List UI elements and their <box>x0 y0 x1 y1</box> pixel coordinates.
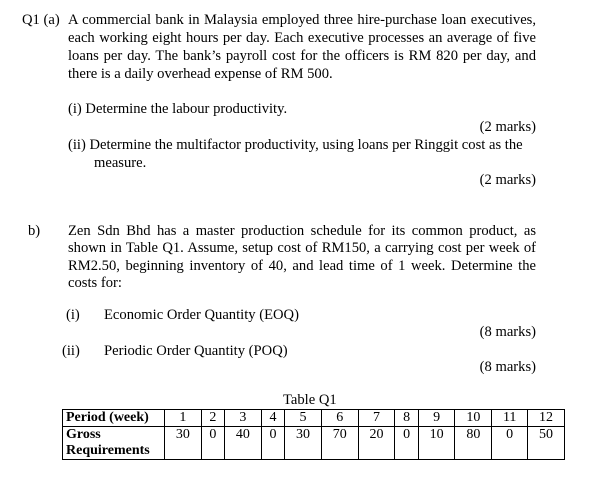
gross-cell: 0 <box>201 427 224 460</box>
period-cell: 7 <box>358 410 395 427</box>
period-cell: 4 <box>261 410 284 427</box>
gross-cell: 30 <box>165 427 202 460</box>
gross-cell: 20 <box>358 427 395 460</box>
period-cell: 2 <box>201 410 224 427</box>
marks-label: (2 marks) <box>479 119 536 135</box>
table-row <box>63 427 565 460</box>
q1b-part-i-text: Economic Order Quantity (EOQ) <box>104 307 299 323</box>
gross-cell: 50 <box>528 427 565 460</box>
q1a-text-line: A commercial bank in Malaysia employed three hire-purchase loan executives, <box>68 12 536 28</box>
row-header-period: Period (week) <box>63 410 165 427</box>
q1b-part-i-number: (i) <box>66 307 80 323</box>
period-cell: 6 <box>321 410 358 427</box>
period-cell: 5 <box>285 410 322 427</box>
q1b-text-line: RM2.50, beginning inventory of 40, and lead time of 1 week. Determine the <box>68 258 536 274</box>
gross-cell: 0 <box>395 427 418 460</box>
period-cell: 1 <box>165 410 202 427</box>
row-header-gross-line2: Requirements <box>66 443 150 458</box>
gross-cell: 40 <box>225 427 262 460</box>
row-header-gross <box>63 427 165 460</box>
period-cell: 10 <box>455 410 492 427</box>
table-caption: Table Q1 <box>283 392 337 408</box>
q1a-part-ii: (ii) Determine the multifactor productivity, using loans per Ringgit cost as the <box>68 137 523 153</box>
period-cell: 12 <box>528 410 565 427</box>
gross-cell: 30 <box>285 427 322 460</box>
marks-label: (2 marks) <box>479 172 536 188</box>
mps-table <box>62 409 565 460</box>
q1a-text-line: loans per day. The bank’s payroll cost for the officers is RM 820 per day, and <box>68 48 536 64</box>
table-row <box>63 410 565 427</box>
gross-cell: 70 <box>321 427 358 460</box>
marks-label: (8 marks) <box>479 324 536 340</box>
period-cell: 3 <box>225 410 262 427</box>
gross-cell: 0 <box>492 427 528 460</box>
question-label-b: b) <box>28 223 41 239</box>
period-cell: 8 <box>395 410 418 427</box>
row-header-gross-line1: Gross <box>66 427 101 442</box>
q1b-text-line: Zen Sdn Bhd has a master production schedule for its common product, as <box>68 223 536 239</box>
q1a-text-line: there is a daily overhead expense of RM 500. <box>68 66 333 82</box>
marks-label: (8 marks) <box>479 359 536 375</box>
q1b-part-ii-text: Periodic Order Quantity (POQ) <box>104 343 288 359</box>
gross-cell: 0 <box>261 427 284 460</box>
q1b-part-ii-number: (ii) <box>62 343 80 359</box>
q1a-part-ii-cont: measure. <box>94 155 147 171</box>
gross-cell: 80 <box>455 427 492 460</box>
q1b-text-line: shown in Table Q1. Assume, setup cost of RM150, a carrying cost per week of <box>68 240 536 256</box>
q1b-text-line: costs for: <box>68 275 122 291</box>
q1a-text-line: each working eight hours per day. Each executive processes an average of five <box>68 30 536 46</box>
q1a-part-i: (i) Determine the labour productivity. <box>68 101 288 117</box>
question-label: Q1 (a) <box>22 12 60 28</box>
period-cell: 11 <box>492 410 528 427</box>
period-cell: 9 <box>418 410 455 427</box>
gross-cell: 10 <box>418 427 455 460</box>
